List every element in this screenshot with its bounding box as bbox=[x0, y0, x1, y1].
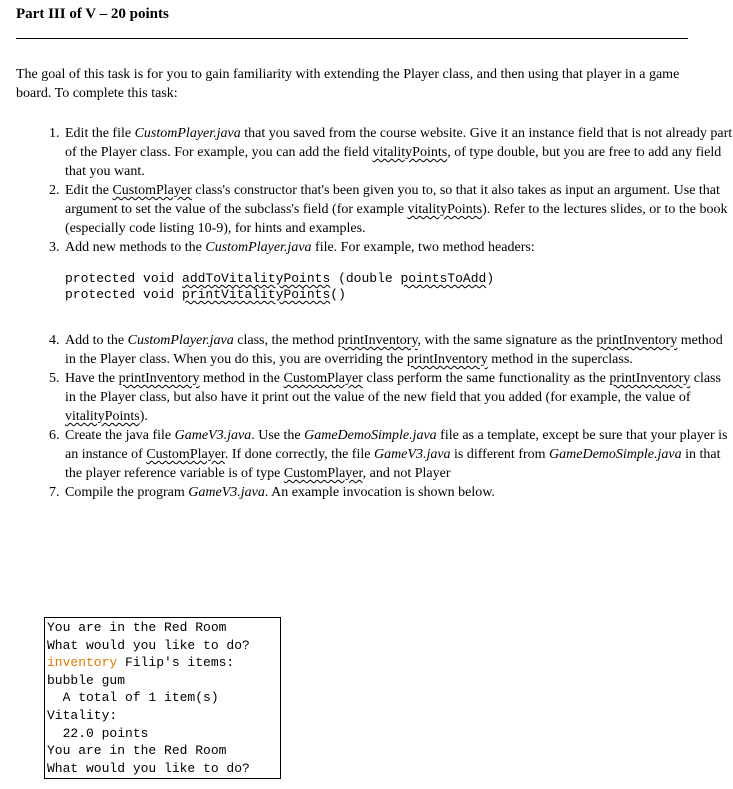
console-line: You are in the Red Room bbox=[47, 743, 227, 759]
console-line: Vitality: bbox=[47, 707, 118, 723]
console-line: bubble gum bbox=[47, 672, 126, 688]
console-command: inventory bbox=[47, 655, 118, 671]
step-6: 6. Create the java file GameV3.java. Use the GameDemoSimple.java file as a template, except be sure that your player is an instance of CustomPlayer. If done correctly, the file GameV3.java is different from GameDemoSimple.java in that the player reference variable is of type CustomPlayer, and not Player bbox=[63, 426, 733, 483]
console-line: 22.0 points bbox=[47, 725, 149, 741]
console-line: What would you like to do? bbox=[47, 760, 250, 776]
method-headers-code: protected void addToVitalityPoints (double pointsToAdd) protected void printVitalityPoints() bbox=[65, 271, 495, 302]
step-4: 4. Add to the CustomPlayer.java class, the method printInventory, with the same signature as the printInventory method in the Player class. When you do this, you are overriding the printInventory method in the superclass. bbox=[63, 331, 733, 369]
console-line: You are in the Red Room bbox=[47, 620, 227, 635]
page-title: Part III of V – 20 points bbox=[16, 6, 169, 22]
console-output-box bbox=[44, 617, 281, 779]
step-2: 2. Edit the CustomPlayer class's constructor that's been given you to, so that it also takes as input an argument. Use that argument to set the value of the subclass's field (for example vitalityPoints). Refer to the lectures slides, or to the book (especially code listing 10-9), for hints and examples. bbox=[63, 181, 733, 238]
intro-paragraph: The goal of this task is for you to gain familiarity with extending the Player class, and then using that player in a game board. To complete this task: bbox=[16, 67, 680, 101]
step-1: 1. Edit the file CustomPlayer.java that you saved from the course website. Give it an instance field that is not already part of the Player class. For example, you can add the field vitalityPoints, of type double, but you are free to add any field that you want. bbox=[63, 124, 733, 181]
step-7: 7. Compile the program GameV3.java. An example invocation is shown below. bbox=[63, 483, 733, 502]
task-steps-list bbox=[16, 124, 733, 502]
console-line: A total of 1 item(s) bbox=[47, 690, 219, 706]
console-line: Filip's items: bbox=[117, 655, 235, 671]
step-3: 3. Add new methods to the CustomPlayer.java file. For example, two method headers: protected void addToVitalityPoints (double pointsToAdd) protected void printVitalityPoints() bbox=[63, 238, 733, 303]
console-line: What would you like to do? bbox=[47, 637, 250, 653]
title-divider bbox=[16, 38, 688, 39]
step-5: 5. Have the printInventory method in the CustomPlayer class perform the same functionality as the printInventory class in the Player class, but also have it print out the value of the new field that you added (for example, the value of vitalityPoints). bbox=[63, 369, 733, 426]
